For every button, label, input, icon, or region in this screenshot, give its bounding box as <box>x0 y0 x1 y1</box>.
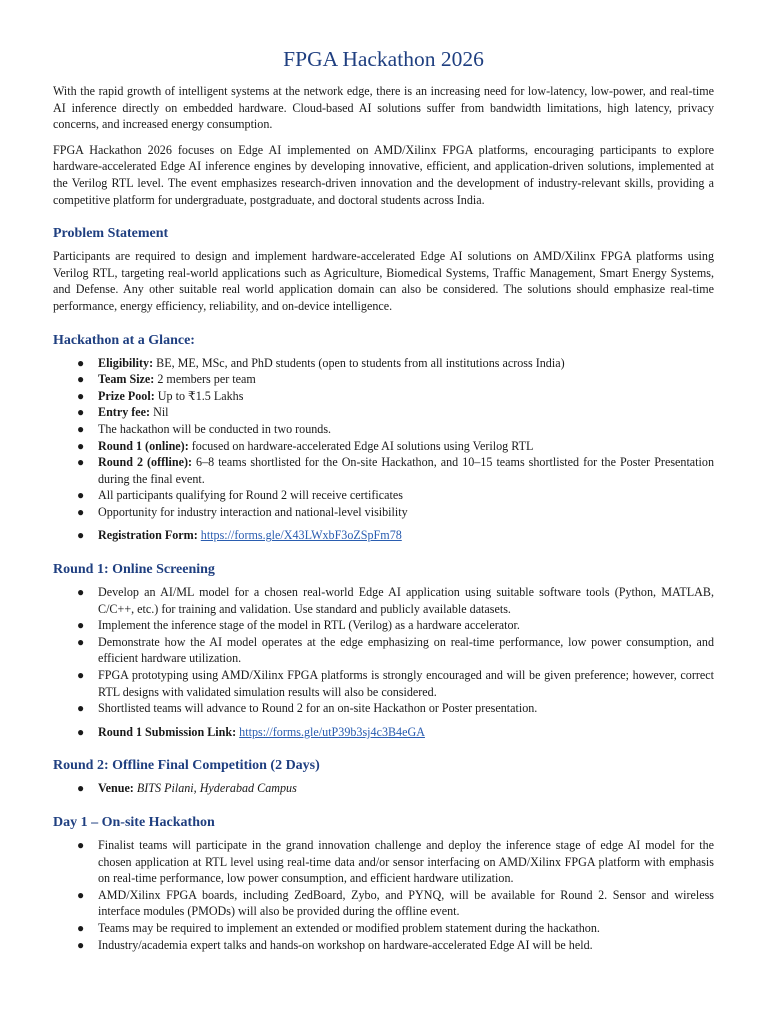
bullet-icon: ● <box>77 421 85 436</box>
item-text: Nil <box>150 405 169 420</box>
item-text: 6–8 teams shortlisted for the On-site Hackathon, and 10–15 teams shortlisted for the Poster Presentation during the final event. <box>98 455 714 486</box>
item-text: All participants qualifying for Round 2 will receive certificates <box>98 488 403 503</box>
bullet-icon: ● <box>77 455 85 470</box>
registration-label: Registration Form: <box>98 528 198 543</box>
registration-link[interactable]: https://forms.gle/X43LWxbF3oZSpFm78 <box>200 528 402 543</box>
list-item <box>53 667 714 700</box>
list-item <box>53 634 714 667</box>
item-text: AMD/Xilinx FPGA boards, including ZedBoard, Zybo, and PYNQ, will be available for Round 2. Sensor and wireless interface modules (PMODs) will also be provided during the offline event. <box>98 887 714 919</box>
bullet-icon: ● <box>77 701 85 716</box>
bullet-icon: ● <box>77 372 85 387</box>
bullet-icon: ● <box>77 668 85 683</box>
list-item <box>53 421 714 438</box>
list-item <box>53 487 714 504</box>
item-text: Opportunity for industry interaction and national-level visibility <box>98 504 408 519</box>
day1-list <box>53 837 714 953</box>
item-text: The hackathon will be conducted in two rounds. <box>98 421 332 436</box>
list-item <box>53 700 714 717</box>
round2-list <box>53 780 714 797</box>
intro-paragraph-1: With the rapid growth of intelligent systems at the network edge, there is an increasing need for low-latency, low-power, and real-time AI inference directly on embedded hardware. Cloud-based AI solutions suffer from bandwidth limitations, high latency, privacy concerns, and increased energy consumption. <box>53 84 714 132</box>
list-item <box>53 837 714 887</box>
problem-statement-heading: Problem Statement <box>53 226 169 242</box>
item-text: Demonstrate how the AI model operates at the edge emphasizing on real-time performance, low power consumption, and efficient hardware utilization. <box>98 634 714 666</box>
item-label: Eligibility: <box>98 355 154 370</box>
item-text: Shortlisted teams will advance to Round 2 for an on-site Hackathon or Poster presentation. <box>98 701 538 716</box>
bullet-icon: ● <box>77 405 85 420</box>
submission-item <box>53 724 714 741</box>
intro-paragraph-2: FPGA Hackathon 2026 focuses on Edge AI implemented on AMD/Xilinx FPGA platforms, encouraging participants to explore hardware-accelerated Edge AI inference engines by developing innovative, efficient, and application-driven solutions, implemented at the Verilog RTL level. The event emphasizes research-driven innovation and the development of industry-relevant skills, providing a competitive platform for undergraduate, postgraduate, and doctoral students across India. <box>53 142 714 207</box>
item-label: Prize Pool: <box>98 388 155 403</box>
bullet-icon: ● <box>77 634 85 649</box>
list-item <box>53 355 714 372</box>
item-text: Teams may be required to implement an extended or modified problem statement during the hackathon. <box>98 920 600 935</box>
item-label: Round 2 (offline): <box>98 455 193 470</box>
list-item <box>53 388 714 405</box>
item-label: Round 1 (online): <box>98 438 189 453</box>
item-text: Develop an AI/ML model for a chosen real-world Edge AI application using suitable software tools (Python, MATLAB, C/C++, etc.) for training and validation. Use standard and publicly available datasets. <box>98 585 714 616</box>
bullet-icon: ● <box>77 920 85 935</box>
bullet-icon: ● <box>77 504 85 519</box>
problem-statement-text: Participants are required to design and implement hardware-accelerated Edge AI solutions on AMD/Xilinx FPGA platforms using Verilog RTL, targeting real-world applications such as Agriculture, Biomedical Systems, Traffic Management, Smart Energy Systems, and Defense. Any other suitable real world application domain can also be considered. The solutions should emphasize real-time performance, energy efficiency, reliability, and on-device intelligence. <box>53 249 714 313</box>
bullet-icon: ● <box>77 355 85 370</box>
item-text: Implement the inference stage of the model in RTL (Verilog) as a hardware accelerator. <box>98 618 520 633</box>
bullet-icon: ● <box>77 781 85 796</box>
item-text: FPGA prototyping using AMD/Xilinx FPGA platforms is strongly encouraged and will be given preference; however, correct RTL designs with validated simulation results will also be considered. <box>98 668 714 699</box>
round1-list <box>53 584 714 740</box>
venue-item <box>53 780 714 797</box>
round1-heading: Round 1: Online Screening <box>53 562 215 578</box>
venue-value: BITS Pilani, Hyderabad Campus <box>136 781 297 796</box>
venue-label: Venue: <box>98 781 134 796</box>
item-text: Finalist teams will participate in the grand innovation challenge and deploy the inference stage of edge AI model for the chosen application at RTL level using real-time data and/or sensor interfacing on AMD/Xilinx FPGA platform with emphasis on real-time performance, low power consumption, and efficient hardware utilization. <box>98 838 714 886</box>
list-item <box>53 404 714 421</box>
bullet-icon: ● <box>77 618 85 633</box>
item-text: Up to ₹1.5 Lakhs <box>154 388 244 403</box>
bullet-icon: ● <box>77 887 85 902</box>
list-item <box>53 920 714 937</box>
list-item <box>53 454 714 487</box>
bullet-icon: ● <box>77 937 85 952</box>
submission-label: Round 1 Submission Link: <box>98 724 237 739</box>
bullet-icon: ● <box>77 388 85 403</box>
bullet-icon: ● <box>77 528 85 543</box>
item-label: Team Size: <box>98 372 155 387</box>
item-text: 2 members per team <box>154 372 256 387</box>
submission-link[interactable]: https://forms.gle/utP39b3sj4c3B4eGA <box>239 724 425 739</box>
day1-heading: Day 1 – On-site Hackathon <box>53 815 215 830</box>
list-item <box>53 937 714 954</box>
glance-list <box>53 355 714 545</box>
page-title: FPGA Hackathon 2026 <box>283 47 484 71</box>
bullet-icon: ● <box>77 838 85 852</box>
bullet-icon: ● <box>77 438 85 453</box>
glance-heading: Hackathon at a Glance: <box>53 332 195 348</box>
bullet-icon: ● <box>77 585 85 600</box>
list-item <box>53 584 714 617</box>
bullet-icon: ● <box>77 724 85 739</box>
item-text: BE, ME, MSc, and PhD students (open to students from all institutions across India) <box>153 355 565 370</box>
bullet-icon: ● <box>77 488 85 503</box>
list-item <box>53 438 714 455</box>
item-label: Entry fee: <box>98 405 151 420</box>
list-item <box>53 504 714 521</box>
list-item <box>53 887 714 920</box>
round2-heading: Round 2: Offline Final Competition (2 Days) <box>53 758 320 774</box>
registration-item <box>53 527 714 544</box>
list-item <box>53 371 714 388</box>
list-item <box>53 617 714 634</box>
item-text: focused on hardware-accelerated Edge AI solutions using Verilog RTL <box>188 438 534 453</box>
item-text: Industry/academia expert talks and hands-on workshop on hardware-accelerated Edge AI will be held. <box>98 937 593 952</box>
